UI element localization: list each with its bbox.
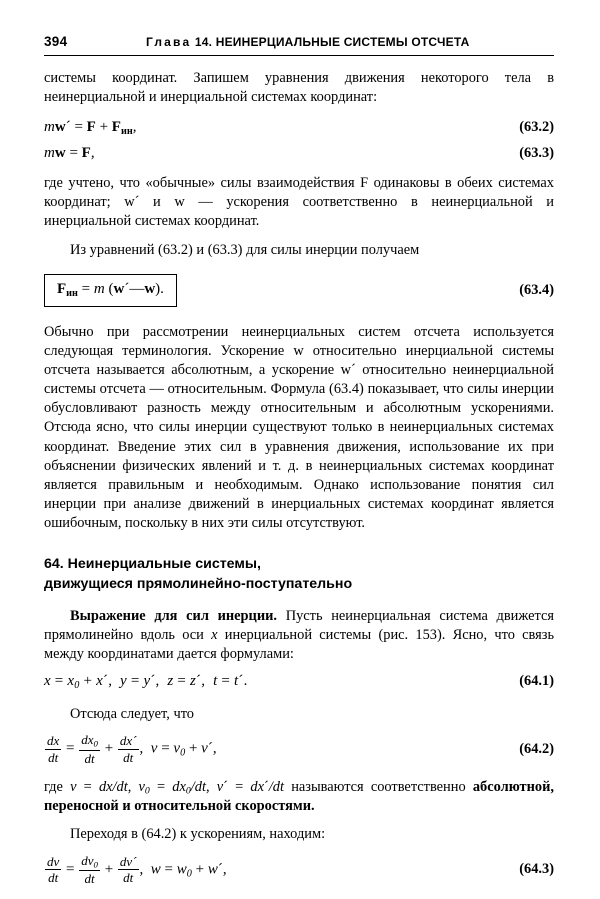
- equation-63-2-row: [44, 119, 554, 137]
- equation-63-2-tail: ,: [132, 119, 137, 136]
- equation-64-1-row: [44, 673, 554, 691]
- header-divider: [44, 55, 554, 56]
- equation-64-1-body: x = x0 + x´, y = y´, z = z´, t = t´.: [44, 673, 248, 691]
- paragraph-7-text-bold: абсолютной, переносной и относительной скоростями.: [44, 778, 554, 815]
- running-head: [67, 35, 554, 49]
- equation-63-3-body: mw = F,: [44, 145, 95, 162]
- equation-63-4-lhs-symbol: F: [57, 280, 67, 297]
- paragraph-7: [44, 778, 554, 817]
- page-header: [44, 34, 554, 49]
- section-heading-64: [44, 555, 554, 593]
- paragraph-3: Из уравнений (63.2) и (63.3) для силы инерции получаем: [70, 241, 420, 258]
- equation-63-4-subscript: ин: [66, 287, 78, 299]
- running-head-chapter-title: 14. НЕИНЕРЦИАЛЬНЫЕ СИСТЕМЫ ОТСЧЕТА: [194, 35, 470, 49]
- paragraph-8: Переходя в (64.2) к ускорениям, находим:: [70, 826, 326, 843]
- equation-64-2-number: (64.2): [519, 740, 554, 757]
- paragraph-5-text: Пусть неинерциальная система движется прямолинейно вдоль оси x инерциальной системы (рис. 153). Ясно, что связь между координатами дается формулами:: [44, 607, 555, 662]
- running-head-chapter-word: Глава: [145, 35, 192, 49]
- section-heading-line-2: движущиеся прямолинейно-поступательно: [44, 575, 353, 592]
- equation-63-3-row: [44, 145, 554, 162]
- equation-64-3-row: [44, 854, 554, 886]
- equation-63-4-box: [44, 274, 177, 307]
- equation-63-4-row: [44, 274, 554, 307]
- equation-63-3-number: (63.3): [519, 145, 554, 162]
- paragraph-2: где учтено, что «обычные» силы взаимодействия F одинаковы в обеих системах координат; w´ и w — ускорения соответственно в неинерциальной и инерциальной системах координат.: [44, 175, 554, 230]
- equation-64-3-body: $\frac{dv}{dt}$ = $\frac{dv0}{dt}$ + $\frac{dv´}{dt}$ , w = w0 + w´,: [47, 852, 227, 887]
- paragraph-4: Обычно при рассмотрении неинерциальных систем отсчета используется следующая терминология. Ускорение w относительно инерциальной системы отсчета называется абсолютным, а ускорение w´ относительно неинерциальной системы отсчета — относительным. Формула (63.4) показывает, что силы инерции обусловливают разность между относительным и абсолютным ускорениями. Отсюда ясно, что силы инерции существуют только в неинерциальных системах координат. Введение этих сил в уравнения движения, использование их при объяснении физических явлений и т. д. в неинерциальных системах координат является правильным и необходимым. Однако использование понятия сил инерции при анализе движений в инерциальных системах координат является ошибочным, поскольку в них эти силы отсутствуют.: [44, 323, 554, 532]
- equation-64-1-number: (64.1): [519, 673, 554, 690]
- equation-64-3-number: (64.3): [519, 861, 554, 878]
- equation-63-4-rhs: = m (w´—w).: [77, 280, 164, 297]
- equation-64-2-body: $\frac{dx}{dt}$ = $\frac{dx0}{dt}$ + $\frac{dx´}{dt}$ , v = v0 + v´,: [47, 732, 217, 766]
- equation-64-2-row: [44, 733, 554, 765]
- paragraph-7-text-a: где v = dx/dt, v0 = dx0/dt, v´ = dx´/dt называются соответственно: [44, 778, 466, 797]
- page-number: 394: [44, 34, 68, 49]
- equation-63-2-body: mw´ = $F + F_{ин}$,: [44, 119, 137, 138]
- equation-63-4-number: (63.4): [519, 281, 554, 298]
- paragraph-6: Отсюда следует, что: [70, 706, 194, 722]
- equation-63-2-number: (63.2): [519, 119, 554, 136]
- equation-63-2-subscript: ин: [120, 126, 133, 138]
- paragraph-5-lead: Выражение для сил инерции.: [70, 607, 278, 624]
- paragraph-1: системы координат. Запишем уравнения движения некоторого тела в неинерциальной и инерциальной системах координат:: [44, 70, 554, 106]
- section-heading-line-1: 64. Неинерциальные системы,: [44, 556, 261, 573]
- paragraph-5: [44, 607, 554, 664]
